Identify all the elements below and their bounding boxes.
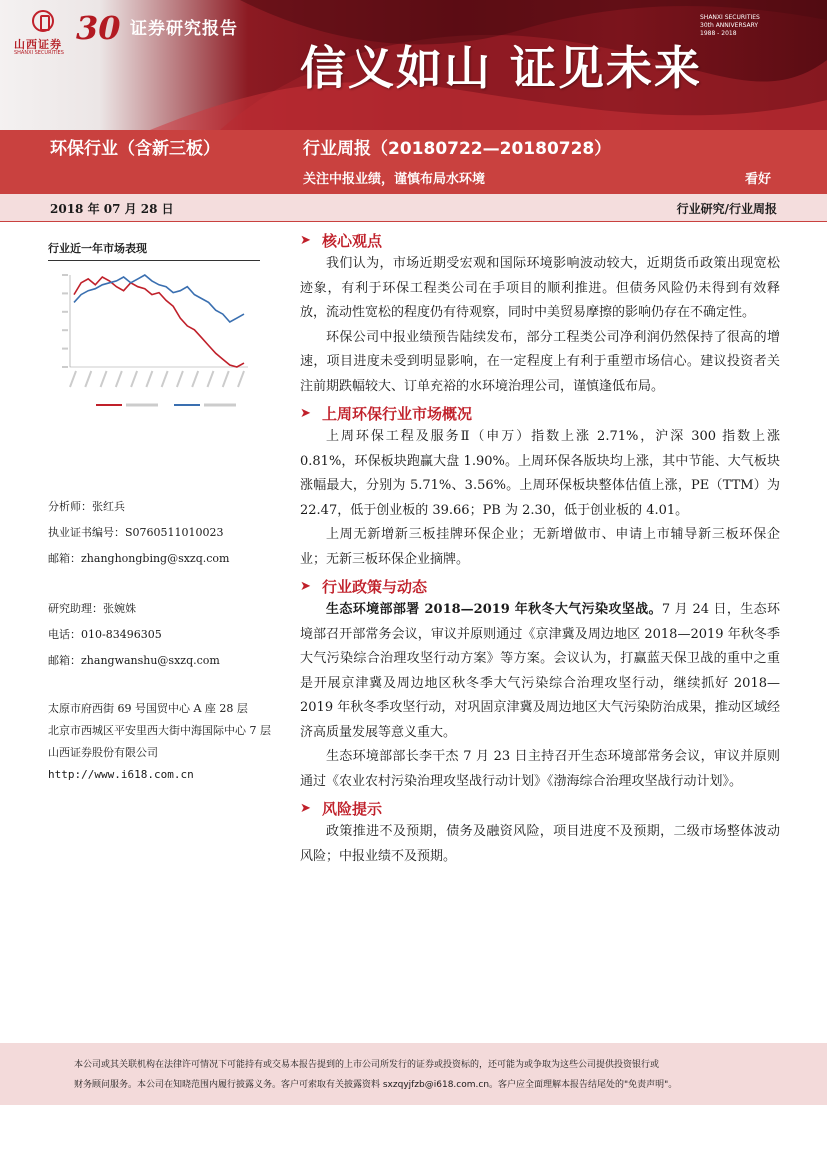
industry-name: 环保行业（含新三板） (50, 139, 220, 159)
main-content (300, 226, 780, 869)
chart-title: 行业近一年市场表现 (48, 240, 260, 261)
paragraph (300, 598, 780, 745)
disclaimer-footer (0, 1043, 827, 1105)
section-title: 核心观点 (322, 231, 383, 250)
series-line-1 (74, 275, 244, 322)
paragraph: 政策推进不及预期，债务及融资风险，项目进度不及预期，二级市场整体波动风险；中报业绩不及预期。 (300, 824, 780, 864)
disclaimer-text (74, 1055, 764, 1095)
report-name: 行业周报（20180722—20180728） (303, 139, 612, 159)
assistant-contact (48, 596, 220, 674)
arrow-bullet-icon: ➤ (300, 232, 311, 248)
section-heading (300, 574, 780, 598)
arrow-bullet-icon: ➤ (300, 800, 311, 816)
section-heading (300, 401, 780, 425)
analyst-name: 分析师：张红兵 (48, 500, 125, 513)
chart-svg (48, 267, 260, 417)
report-date: 2018 年 07 月 28 日 (50, 202, 174, 216)
report-type: 证券研究报告 (130, 19, 238, 39)
x-tick (85, 371, 91, 387)
x-tick (238, 371, 244, 387)
paragraph: 上周无新增新三板挂牌环保企业；无新增做市、申请上市辅导新三板环保企业；无新三板环保企业摘牌。 (300, 527, 780, 567)
badge-line3: 1988 - 2018 (700, 30, 737, 37)
report-subtitle: 关注中报业绩，谨慎布局水环境 (303, 172, 486, 187)
company-address (48, 698, 276, 786)
arrow-bullet-icon: ➤ (300, 578, 311, 594)
address-taiyuan: 太原市府西街 69 号国贸中心 A 座 28 层 (48, 702, 248, 715)
x-tick (116, 371, 122, 387)
company-website[interactable]: http://www.i618.com.cn (48, 768, 194, 781)
section-title: 上周环保行业市场概况 (322, 404, 473, 423)
arrow-bullet-icon: ➤ (300, 405, 311, 421)
company-name: 山西证券股份有限公司 (48, 746, 158, 759)
investment-rating: 看好 (745, 172, 772, 187)
x-tick (177, 371, 183, 387)
badge-line2: 30th ANNIVERSARY (700, 22, 759, 29)
disclaimer-line1: 本公司或其关联机构在法律许可情况下可能持有或交易本报告提到的上市公司所发行的证券或投资标的，还可能为或争取为这些公司提供投资银行或 (74, 1060, 660, 1070)
analyst-email[interactable]: 邮箱：zhanghongbing@sxzq.com (48, 552, 230, 565)
date-band (0, 194, 827, 222)
x-tick (146, 371, 152, 387)
anniversary-number: 30 (76, 9, 121, 47)
section-title: 行业政策与动态 (322, 577, 428, 596)
sidebar (48, 240, 276, 417)
section-heading (300, 796, 780, 820)
assistant-phone: 电话：010-83496305 (48, 628, 162, 641)
x-tick (207, 371, 213, 387)
logo-name-en: SHANXI SECURITIES (14, 50, 64, 56)
section-core-view (300, 228, 780, 399)
section-risk (300, 796, 780, 869)
assistant-name: 研究助理：张婉姝 (48, 602, 136, 615)
logo-name-cn: 山西证券 (14, 38, 62, 51)
x-tick (162, 371, 168, 387)
document-type: 行业研究/行业周报 (676, 202, 777, 216)
x-tick (223, 371, 229, 387)
paragraph: 上周环保工程及服务Ⅱ（申万）指数上涨 2.71%，沪深 300 指数上涨 0.81%，环保板块跑赢大盘 1.90%。上周环保各版块均上涨，其中节能、大气板块涨幅最大，分别为 5.71%、3.56%。上周环保板块整体估值上涨，PE（TTM）为 22.47，低于创业板的 39.66；PB 为 2.30，低于创业板的 4.01。 (300, 429, 780, 518)
slogan: 信义如山 证见未来 (300, 41, 703, 95)
analyst-contact (48, 494, 229, 572)
paragraph-lead: 生态环境部部署 2018—2019 年秋冬大气污染攻坚战。 (326, 602, 662, 617)
series-line-0 (74, 277, 244, 367)
paragraph: 我们认为，市场近期受宏观和国际环境影响波动较大，近期货币政策出现宽松迹象，有利于环保工程类公司在手项目的顺利推进。但债务风险仍未得到有效释放，流动性宽松的程度仍有待观察，同时中美贸易摩擦的影响仍存在不确定性。 (300, 256, 780, 320)
anniversary-badge (700, 14, 812, 38)
title-band (0, 130, 827, 194)
report-banner (0, 0, 827, 130)
company-logo (14, 10, 70, 54)
x-tick (192, 371, 198, 387)
x-tick (131, 371, 137, 387)
address-beijing: 北京市西城区平安里西大街中海国际中心 7 层 (48, 724, 271, 737)
paragraph: 生态环境部部长李干杰 7 月 23 日主持召开生态环境部常务会议，审议并原则通过《农业农村污染治理攻坚战行动计划》《渤海综合治理攻坚战行动计划》。 (300, 749, 780, 789)
section-heading (300, 228, 780, 252)
paragraph-body: 7 月 24 日，生态环境部召开部常务会议，审议并原则通过《京津冀及周边地区 2018—2019 年秋冬季大气污染综合治理攻坚行动方案》等方案。会议认为，打赢蓝天保卫战的重中之重是开展京津冀及周边地区秋冬季大气污染综合治理攻坚行动，继续抓好 2018—2019 年秋冬季攻坚行动，对巩固京津冀及周边地区大气污染防治成果，推动区域经济高质量发展等意义重大。 (300, 602, 780, 740)
x-tick (70, 371, 76, 387)
anniversary-mark (76, 8, 124, 48)
section-title: 风险提示 (322, 799, 383, 818)
disclaimer-line2: 财务顾问服务。本公司在知晓范围内履行披露义务。客户可索取有关披露资料 sxzqyjfzb@i618.com.cn。客户应全面理解本报告结尾处的"免责声明"。 (74, 1080, 678, 1090)
analyst-license: 执业证书编号：S0760511010023 (48, 526, 224, 539)
assistant-email[interactable]: 邮箱：zhangwanshu@sxzq.com (48, 654, 220, 667)
badge-line1: SHANXI SECURITIES (700, 14, 760, 21)
market-performance-chart (48, 267, 260, 417)
section-policy (300, 574, 780, 794)
section-market-overview (300, 401, 780, 572)
x-tick (101, 371, 107, 387)
paragraph: 环保公司中报业绩预告陆续发布，部分工程类公司净利润仍然保持了很高的增速，项目进度未受到明显影响，在一定程度上有利于重塑市场信心。建议投资者关注前期跌幅较大、订单充裕的水环境治理公司，谨慎逢低布局。 (300, 329, 780, 394)
logo-mark-icon (32, 10, 54, 32)
